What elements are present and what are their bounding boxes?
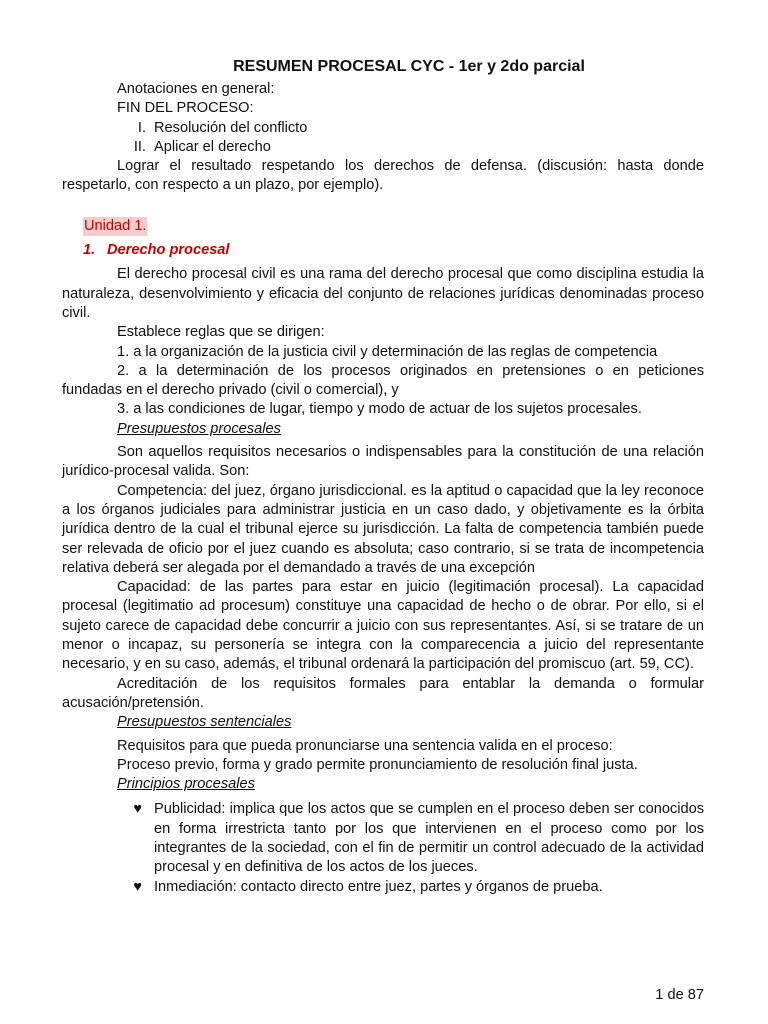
list-text: Resolución del conflicto bbox=[154, 119, 308, 136]
document-page bbox=[62, 56, 704, 897]
page-number: 1 de 87 bbox=[655, 987, 704, 1003]
body-paragraph: Son aquellos requisitos necesarios o indispensables para la constitución de una relación jurídico-procesal valida. Son: bbox=[62, 444, 704, 480]
intro-line-fin: FIN DEL PROCESO: bbox=[117, 100, 254, 117]
subheading-presupuestos-procesales: Presupuestos procesales bbox=[117, 420, 281, 437]
list-text: Publicidad: implica que los actos que se cumplen en el proceso deben ser conocidos en forma irrestricta tanto por los que intervienen en el proceso como por los integrantes de la sociedad, con el fin de permitir un control adecuado de la actividad procesal y en definitiva de los actos de los jueces. bbox=[154, 801, 704, 876]
body-paragraph: Capacidad: de las partes para estar en juicio (legitimación procesal). La capacidad procesal (legitimatio ad procesum) constituye una capacidad de hecho o de obrar. Por ello, si el sujeto carece de capacidad debe concurrir a juicio con sus representantes. Así, si se tratare de un menor o incapaz, su personería se integra con la comparecencia a juicio del representante necesario, y en su caso, además, el tribunal ordenará la participación del promiscuo (art. 59, CC). bbox=[62, 579, 704, 673]
body-paragraph: 2. a la determinación de los procesos originados en pretensiones o en peticiones fundadas en el derecho privado (civil o comercial), y bbox=[62, 362, 704, 399]
subheading-presupuestos-sentenciales: Presupuestos sentenciales bbox=[117, 714, 292, 731]
body-paragraph: El derecho procesal civil es una rama del derecho procesal que como disciplina estudia la naturaleza, desenvolvimiento y eficacia del conjunto de relaciones jurídicas denominadas proceso civil. bbox=[62, 266, 704, 321]
section-title: Derecho procesal bbox=[107, 242, 230, 259]
body-paragraph: 1. a la organización de la justicia civil y determinación de las reglas de competencia bbox=[117, 343, 658, 360]
list-item bbox=[62, 800, 704, 877]
intro-line-annotations: Anotaciones en general: bbox=[117, 81, 275, 97]
list-text: Aplicar el derecho bbox=[154, 138, 271, 155]
body-paragraph: Establece reglas que se dirigen: bbox=[117, 324, 325, 341]
body-paragraph: Competencia: del juez, órgano jurisdiccional. es la aptitud o capacidad que la ley reconoce a los órganos judiciales para administrar justicia en un caso dado, y objetivamente es la órbita jurídica dentro de la cual el tribunal ejerce su jurisdicción. La falta de competencia también puede ser relevada de oficio por el juez cuando es absoluta; caso contrario, si se trata de incompetencia relativa deberá ser alegada por el demandado a través de una excepción bbox=[62, 482, 704, 576]
list-item bbox=[62, 878, 704, 897]
subheading-principios-procesales: Principios procesales bbox=[117, 776, 255, 793]
heart-bullet-icon: ♥ bbox=[133, 801, 142, 818]
list-item bbox=[62, 119, 704, 138]
body-paragraph: 3. a las condiciones de lugar, tiempo y modo de actuar de los sujetos procesales. bbox=[117, 401, 642, 418]
list-number: II. bbox=[133, 138, 146, 155]
roman-list bbox=[62, 119, 704, 158]
section-heading bbox=[83, 241, 704, 260]
list-number: I. bbox=[137, 119, 146, 136]
document-title: RESUMEN PROCESAL CYC - 1er y 2do parcial bbox=[233, 58, 585, 75]
unit-heading: Unidad 1. bbox=[83, 217, 147, 236]
body-paragraph: Proceso previo, forma y grado permite pronunciamiento de resolución final justa. bbox=[117, 756, 638, 773]
section-number: 1. bbox=[83, 242, 96, 259]
list-text: Inmediación: contacto directo entre juez, partes y órganos de prueba. bbox=[154, 878, 603, 895]
body-paragraph: Requisitos para que pueda pronunciarse una sentencia valida en el proceso: bbox=[117, 737, 613, 754]
list-item bbox=[62, 138, 704, 157]
principles-list bbox=[62, 800, 704, 896]
intro-paragraph: Lograr el resultado respetando los derechos de defensa. (discusión: hasta donde respetarlo, con respecto a un plazo, por ejemplo). bbox=[62, 158, 704, 194]
heart-bullet-icon: ♥ bbox=[133, 878, 142, 895]
body-paragraph: Acreditación de los requisitos formales para entablar la demanda o formular acusación/pretensión. bbox=[62, 675, 704, 711]
